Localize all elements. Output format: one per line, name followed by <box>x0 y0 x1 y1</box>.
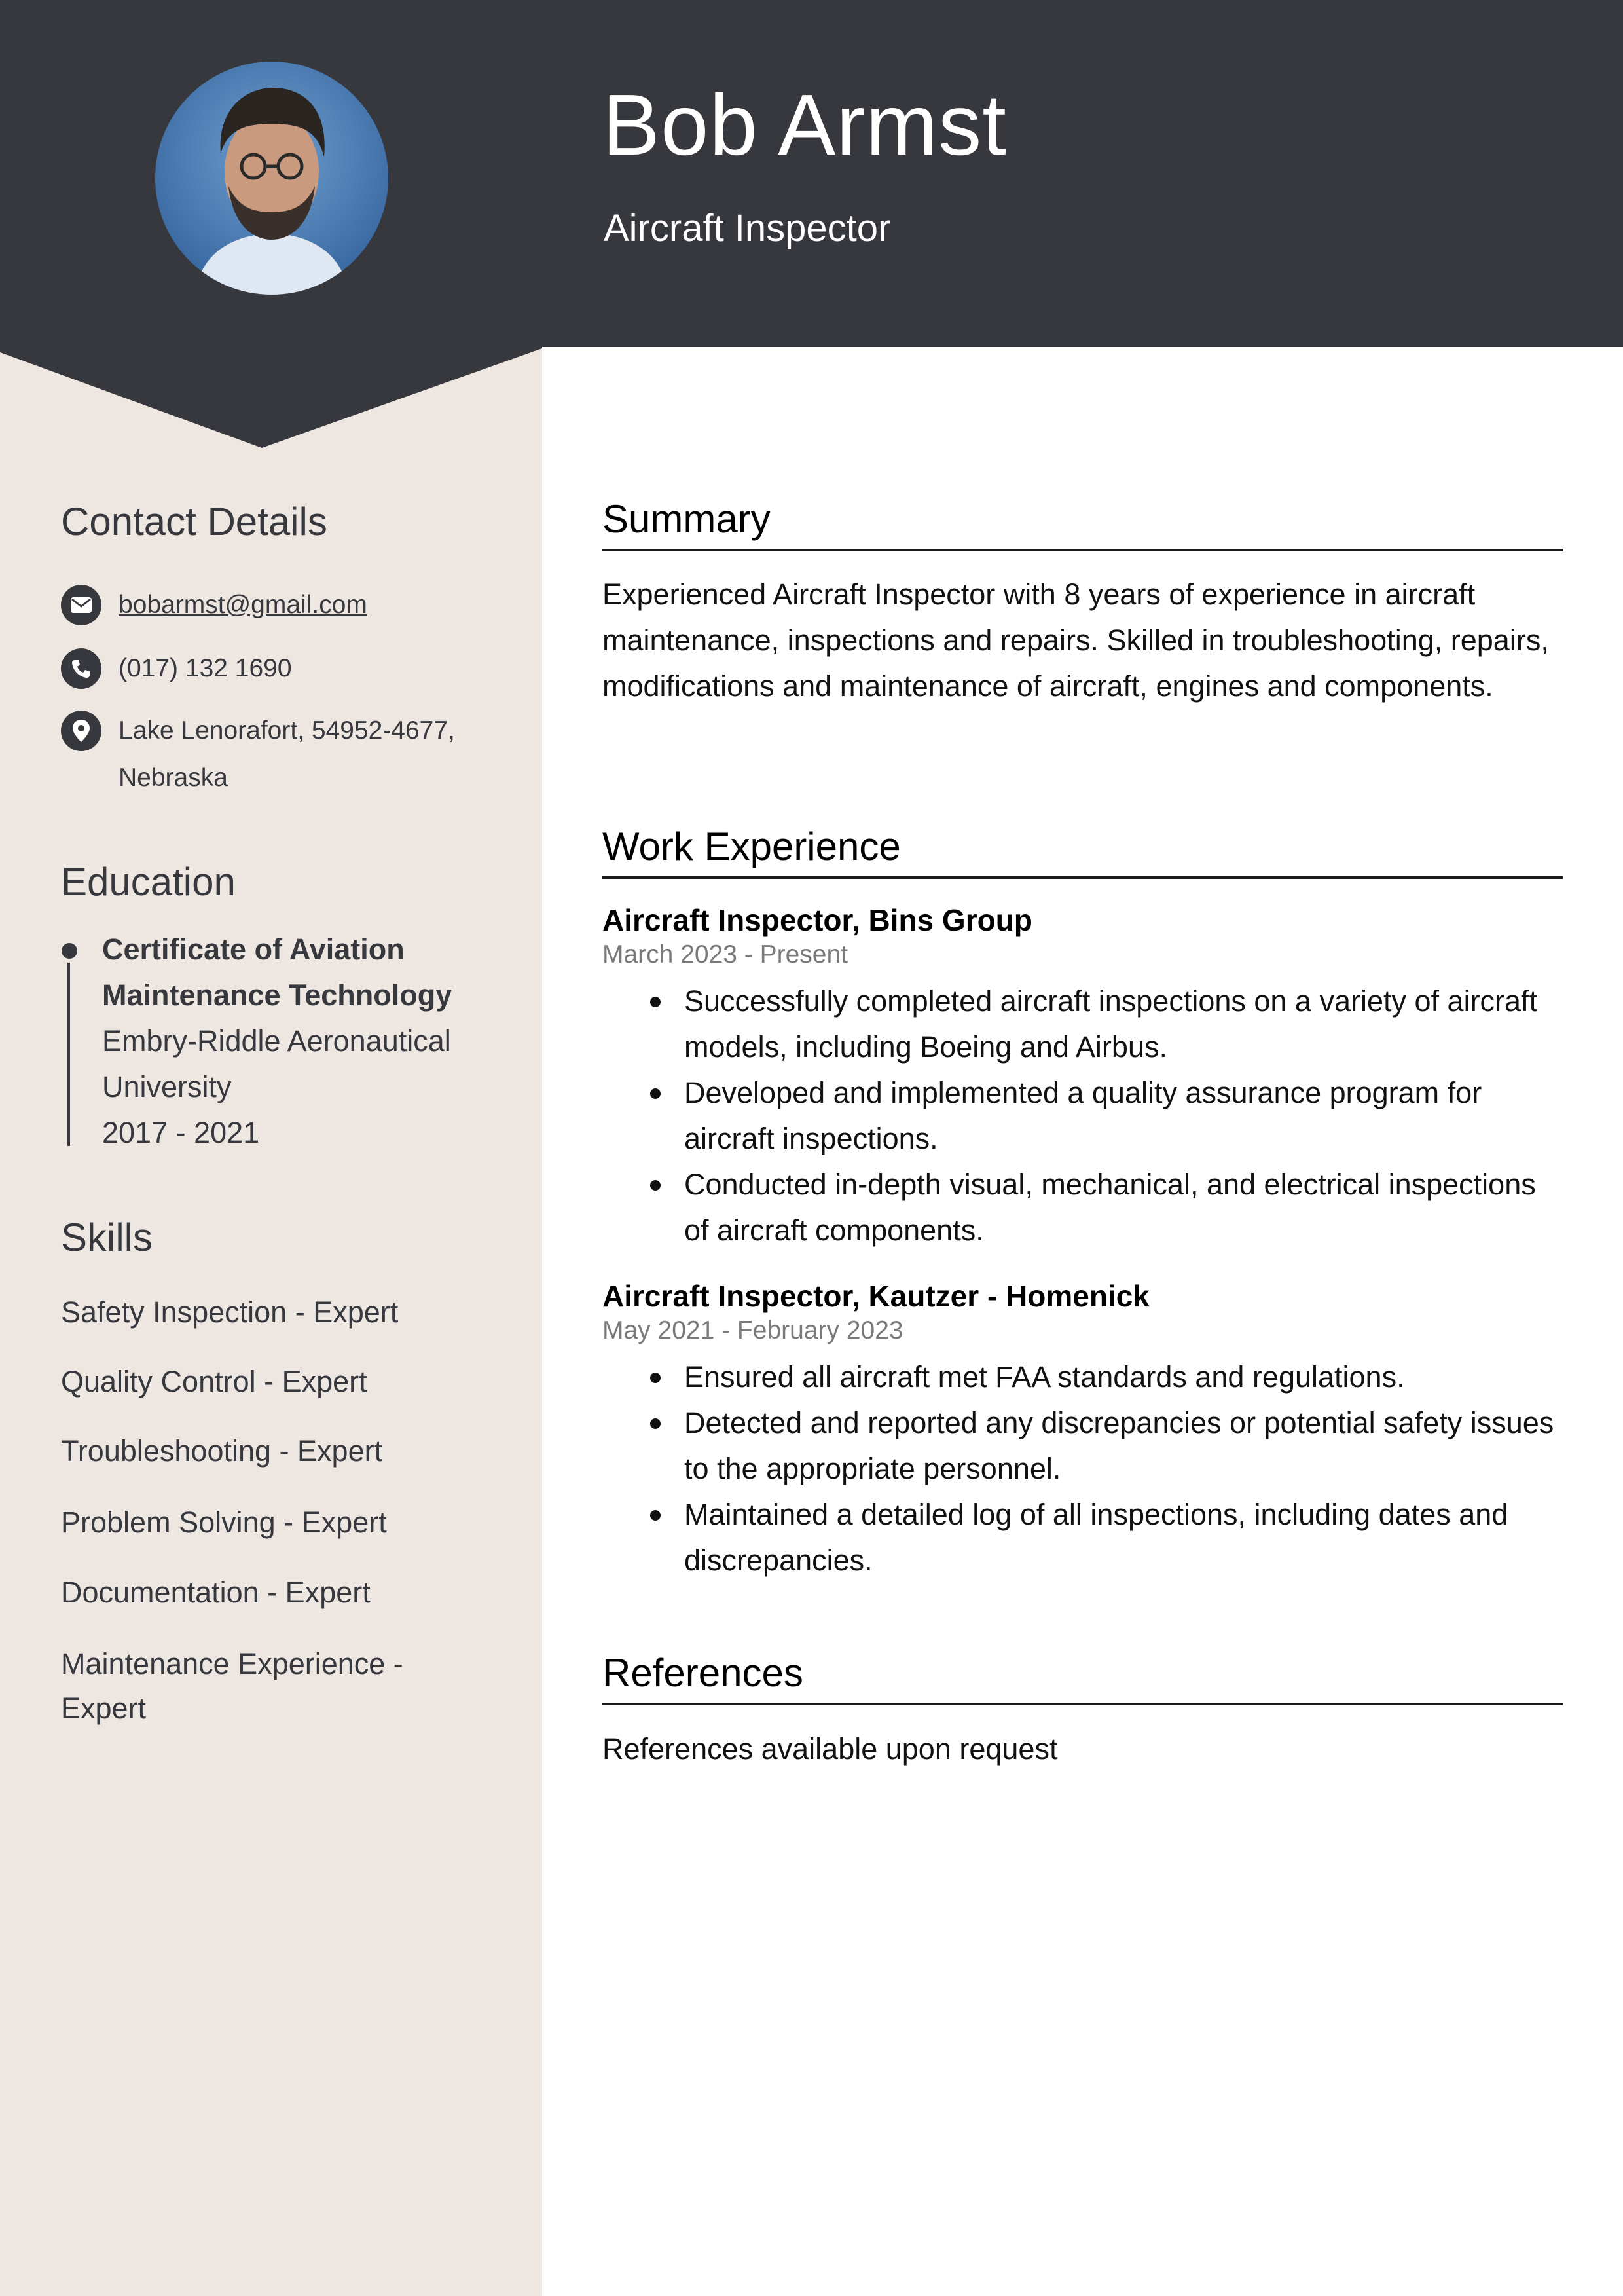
references-heading: References <box>602 1651 803 1695</box>
timeline-dot <box>62 943 77 959</box>
education-years: 2017 - 2021 <box>102 1116 260 1149</box>
skill-item: Problem Solving - Expert <box>61 1506 387 1539</box>
job-bullets <box>684 1354 1568 1583</box>
profile-photo <box>155 62 388 295</box>
summary-text: Experienced Aircraft Inspector with 8 years of experience in aircraft maintenance, inspections and repairs. Skilled in troubleshooting, repairs, modifications and maintenance of aircraft, engines and components. <box>602 578 1549 703</box>
references-divider <box>602 1703 1563 1705</box>
phone-number: (017) 132 1690 <box>119 654 292 682</box>
envelope-icon <box>61 585 101 625</box>
education-heading: Education <box>61 860 236 904</box>
job-bullet: Conducted in-depth visual, mechanical, and electrical inspections of aircraft components. <box>684 1162 1568 1253</box>
email-link[interactable]: bobarmst@gmail.com <box>119 591 367 619</box>
education-school: Embry-Riddle Aeronautical University <box>102 1024 451 1103</box>
phone-icon <box>61 648 101 689</box>
address: Lake Lenorafort, 54952-4677, Nebraska <box>119 716 455 792</box>
skill-item: Troubleshooting - Expert <box>61 1434 383 1468</box>
candidate-job-title: Aircraft Inspector <box>604 207 891 250</box>
references-text: References available upon request <box>602 1732 1058 1766</box>
job-bullet: Developed and implemented a quality assurance program for aircraft inspections. <box>684 1070 1568 1162</box>
summary-heading: Summary <box>602 497 771 541</box>
summary-divider <box>602 549 1563 551</box>
header-chevron <box>0 346 542 448</box>
job-dates: May 2021 - February 2023 <box>602 1316 903 1344</box>
job-bullet: Successfully completed aircraft inspections on a variety of aircraft models, including Boeing and Airbus. <box>684 978 1568 1070</box>
contact-heading: Contact Details <box>61 500 327 544</box>
job-bullet: Detected and reported any discrepancies or potential safety issues to the appropriate personnel. <box>684 1400 1568 1492</box>
location-pin-icon <box>61 711 101 751</box>
education-entry <box>102 927 521 1156</box>
job-bullets <box>684 978 1568 1253</box>
contact-address-row <box>61 711 485 802</box>
skill-item: Safety Inspection - Expert <box>61 1295 399 1329</box>
skills-heading: Skills <box>61 1215 153 1259</box>
skill-item: Maintenance Experience - Expert <box>61 1647 403 1725</box>
job-bullet: Ensured all aircraft met FAA standards and regulations. <box>684 1354 1568 1400</box>
job-bullet: Maintained a detailed log of all inspections, including dates and discrepancies. <box>684 1492 1568 1583</box>
education-degree: Certificate of Aviation Maintenance Technology <box>102 933 452 1012</box>
contact-email-row <box>61 585 538 629</box>
experience-divider <box>602 876 1563 879</box>
experience-heading: Work Experience <box>602 824 901 868</box>
timeline-line <box>67 963 70 1146</box>
skill-item: Quality Control - Expert <box>61 1365 367 1398</box>
job-title: Aircraft Inspector, Bins Group <box>602 903 1032 937</box>
contact-phone-row <box>61 648 538 692</box>
job-dates: March 2023 - Present <box>602 940 848 969</box>
skill-item: Documentation - Expert <box>61 1576 371 1609</box>
job-title: Aircraft Inspector, Kautzer - Homenick <box>602 1279 1150 1313</box>
candidate-name: Bob Armst <box>602 77 1007 173</box>
